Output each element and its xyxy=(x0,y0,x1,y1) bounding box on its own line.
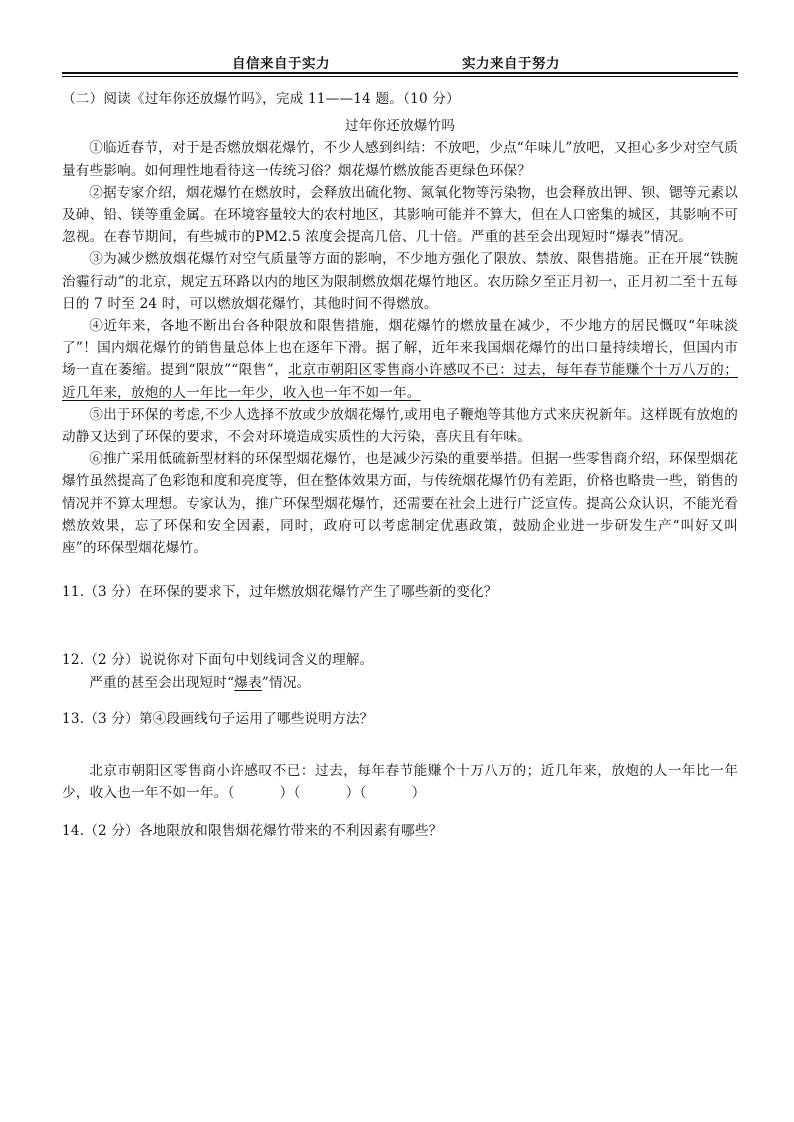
question-14: 14.（2 分）各地限放和限售烟花爆竹带来的不利因素有哪些？ xyxy=(62,823,443,840)
question-11: 11.（3 分）在环保的要求下，过年燃放烟花爆竹产生了哪些新的变化？ xyxy=(62,584,498,601)
header-motto-left: 自信来自于实力 xyxy=(232,56,330,72)
question-13-quote-text: 北京市朝阳区零售商小许感叹不已：过去，每年春节能赚个十万八万的；近几年来，放炮的人一年比一年少，收入也一年不如一年。 xyxy=(62,763,738,802)
question-12-sentence-before: 严重的甚至会出现短时“ xyxy=(89,674,235,691)
paragraph-3: ③为减少燃放烟花爆竹对空气质量等方面的影响，不少地方强化了限放、禁放、限售措施。正在开展“铁腕治霾行动”的北京，规定五环路以内的地区为限制燃放烟花爆竹地区。农历除夕至正月初一，正月初二至十五每日的 7 时至 24 时，可以燃放烟花爆竹，其他时间不得燃放。 xyxy=(62,251,738,312)
paragraph-6: ⑥推广采用低硫新型材料的环保型烟花爆竹，也是减少污染的重要举措。但据一些零售商介绍，环保型烟花爆竹虽然提高了色彩饱和度和亮度等，但在整体效果方面，与传统烟花爆竹仍有差距，价格也略贵一些，销售的情况并不算太理想。专家认为，推广环保型烟花爆竹，还需要在社会上进行广泛宣传。提高公众认识，不能光看燃放效果，忘了环保和安全因素，同时，政府可以考虑制定优惠政策，鼓励企业进一步研发生产“叫好又叫座”的环保型烟花爆竹。 xyxy=(62,451,738,557)
paragraph-2: ②据专家介绍，烟花爆竹在燃放时，会释放出硫化物、氮氧化物等污染物，也会释放出钾、钡、锶等元素以及砷、铅、镁等重金属。在环境容量较大的农村地区，其影响可能并不算大，但在人口密集的城区，其影响不可忽视。在春节期间，有些城市的PM2.5 浓度会提高几倍、几十倍。严重的甚至会出现短时“爆表”情况。 xyxy=(62,184,738,246)
question-12-sentence xyxy=(62,672,738,694)
paragraph-4 xyxy=(62,315,738,404)
exam-content xyxy=(62,88,738,843)
article-title: 过年你还放爆竹吗 xyxy=(344,118,456,135)
header-rule-thin xyxy=(62,76,738,77)
paragraph-4-underlined-sentence: 北京市朝阳区零售商小许感叹不已：过去，每年春节能赚个十万八万的；近几年来，放炮的人一年比一年少，收入也一年不如一年。 xyxy=(62,362,738,401)
header-rule-thick xyxy=(62,72,738,74)
question-12-sentence-after: ”情况。 xyxy=(261,674,311,691)
question-13-answer-blanks[interactable]: （ ）（ ）（ ） xyxy=(227,785,426,802)
question-12-underlined-word: 爆表 xyxy=(234,674,262,691)
section-title: （二）阅读《过年你还放爆竹吗》，完成 11——14 题。（10 分） xyxy=(62,91,460,107)
header-motto-right: 实力来自于努力 xyxy=(462,56,560,72)
question-13: 13.（3 分）第④段画线句子运用了哪些说明方法？ xyxy=(62,710,374,727)
question-13-quote xyxy=(62,760,738,804)
page-header xyxy=(62,52,738,72)
paragraph-1: ①临近春节，对于是否燃放烟花爆竹，不少人感到纠结：不放吧，少点“年味儿”放吧，又担心多少对空气质量有些影响。如何理性地看待这一传统习俗？烟花爆竹燃放能否更绿色环保？ xyxy=(62,140,738,179)
paragraph-4-text: ④近年来，各地不断出台各种限放和限售措施，烟花爆竹的燃放量在减少，不少地方的居民慨叹“年味淡了”！国内烟花爆竹的销售量总体上也在逐年下滑。据了解，近年来我国烟花爆竹的出口量持续增长，但国内市场一直在萎缩。提到“限放”“限售”， xyxy=(62,318,738,379)
question-12: 12.（2 分）说说你对下面句中划线词含义的理解。 xyxy=(62,652,374,669)
paragraph-5: ⑤出于环保的考虑,不少人选择不放或少放烟花爆竹,或用电子鞭炮等其他方式来庆祝新年。这样既有放炮的动静又达到了环保的要求，不会对环境造成实质性的大污染，喜庆且有年味。 xyxy=(62,406,738,446)
